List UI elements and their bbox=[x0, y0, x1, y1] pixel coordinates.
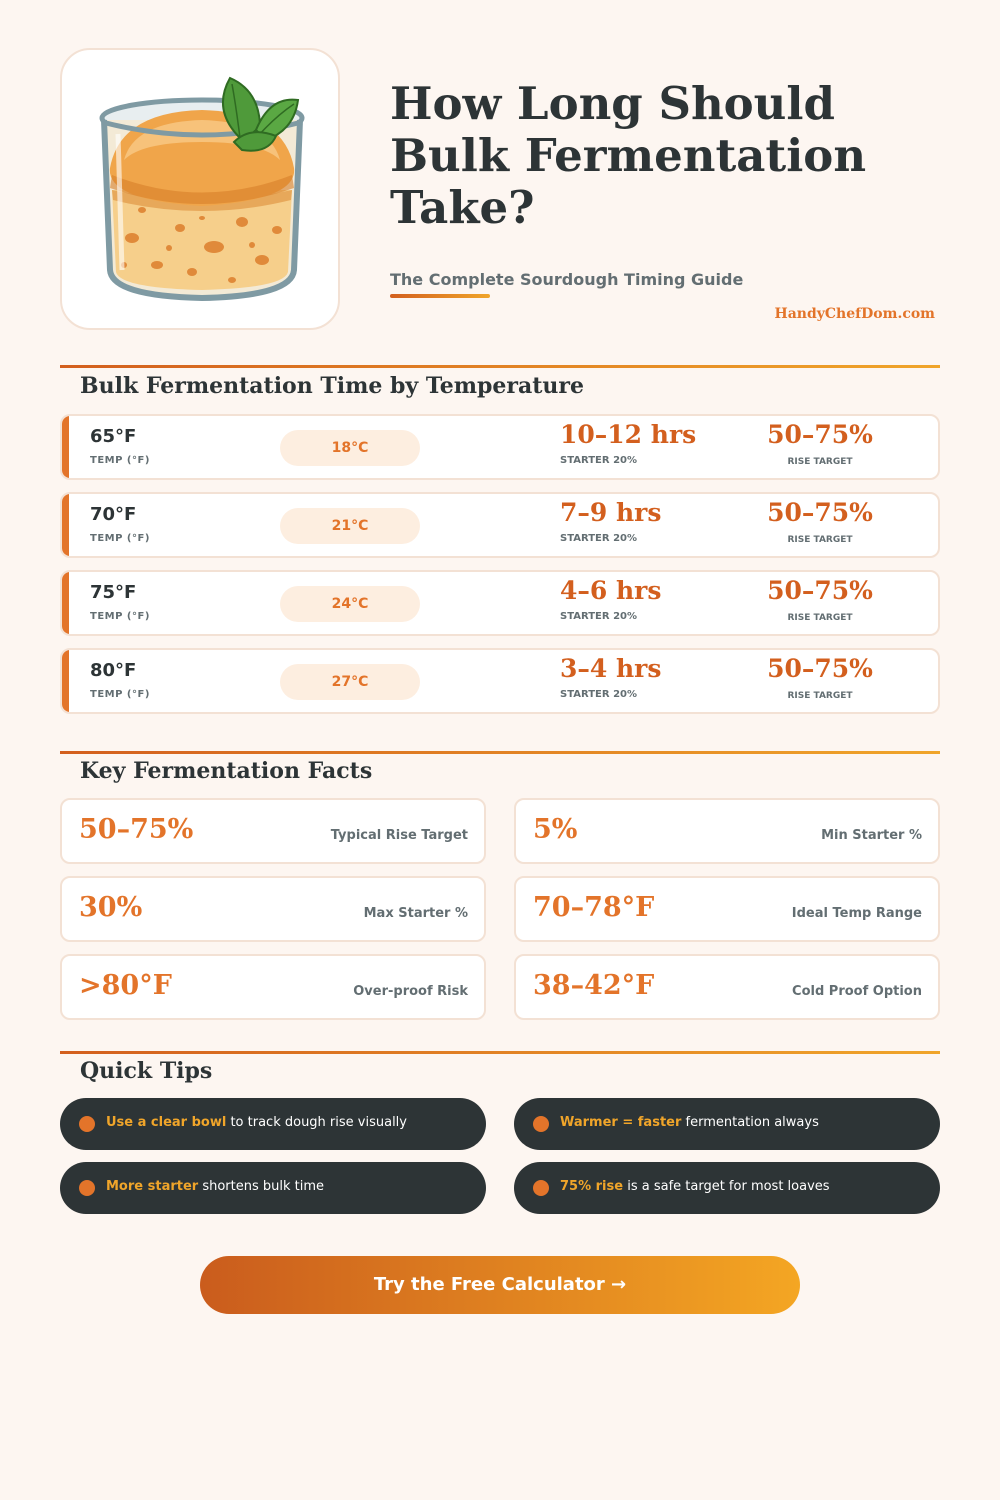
fermentation-time: 4–6 hrs bbox=[560, 576, 662, 605]
fermentation-time-label: STARTER 20% bbox=[560, 455, 638, 466]
subtitle-underline bbox=[390, 294, 490, 298]
fact-value: 70–78°F bbox=[533, 892, 655, 923]
sourdough-jar-with-basil-icon bbox=[62, 50, 342, 332]
rise-target: 50–75% bbox=[767, 420, 873, 449]
temperature-row bbox=[60, 570, 940, 636]
temp-celsius-badge: 18°C bbox=[280, 430, 420, 466]
temp-fahrenheit-label: TEMP (°F) bbox=[90, 689, 150, 700]
tip-body: is a safe target for most loaves bbox=[623, 1179, 830, 1194]
bullet-dot-icon bbox=[79, 1116, 95, 1132]
fact-value: 38–42°F bbox=[533, 970, 655, 1001]
tip-highlight: More starter bbox=[106, 1179, 199, 1194]
row-accent-bar bbox=[62, 494, 69, 556]
tip-text bbox=[560, 1115, 819, 1130]
row-accent-bar bbox=[62, 416, 69, 478]
fact-card bbox=[514, 876, 940, 942]
fermentation-time: 7–9 hrs bbox=[560, 498, 662, 527]
fermentation-time-label: STARTER 20% bbox=[560, 689, 638, 700]
temp-fahrenheit: 65°F bbox=[90, 426, 137, 447]
rise-target-label: RISE TARGET bbox=[787, 613, 853, 623]
tips-section-title: Quick Tips bbox=[80, 1058, 213, 1084]
tip-pill bbox=[514, 1098, 940, 1150]
page-title: How Long Should Bulk Fermentation Take? bbox=[390, 77, 867, 234]
fact-value: >80°F bbox=[79, 970, 172, 1001]
temperature-row bbox=[60, 414, 940, 480]
fact-label: Ideal Temp Range bbox=[791, 906, 922, 921]
temp-fahrenheit: 75°F bbox=[90, 582, 137, 603]
temp-celsius-badge: 24°C bbox=[280, 586, 420, 622]
tip-pill bbox=[514, 1162, 940, 1214]
tip-body: to track dough rise visually bbox=[226, 1115, 407, 1130]
row-accent-bar bbox=[62, 650, 69, 712]
temp-fahrenheit: 70°F bbox=[90, 504, 137, 525]
tip-pill bbox=[60, 1098, 486, 1150]
section-divider bbox=[60, 365, 940, 368]
page-subtitle: The Complete Sourdough Timing Guide bbox=[390, 270, 744, 289]
temperature-row bbox=[60, 492, 940, 558]
fact-label: Over-proof Risk bbox=[353, 984, 468, 999]
brand-name: HandyChefDom.com bbox=[774, 306, 935, 322]
fact-card bbox=[514, 954, 940, 1020]
facts-section-title: Key Fermentation Facts bbox=[80, 758, 373, 784]
section-divider bbox=[60, 1051, 940, 1054]
temp-celsius-badge: 21°C bbox=[280, 508, 420, 544]
bullet-dot-icon bbox=[533, 1116, 549, 1132]
section-divider bbox=[60, 751, 940, 754]
temp-celsius-badge: 27°C bbox=[280, 664, 420, 700]
temp-fahrenheit-label: TEMP (°F) bbox=[90, 533, 150, 544]
fermentation-time-label: STARTER 20% bbox=[560, 533, 638, 544]
fact-card bbox=[60, 798, 486, 864]
tip-text bbox=[560, 1179, 830, 1194]
fermentation-time: 3–4 hrs bbox=[560, 654, 662, 683]
fact-card bbox=[60, 876, 486, 942]
fact-label: Min Starter % bbox=[821, 828, 922, 843]
temperature-row bbox=[60, 648, 940, 714]
temp-fahrenheit-label: TEMP (°F) bbox=[90, 611, 150, 622]
fact-card bbox=[60, 954, 486, 1020]
tip-text bbox=[106, 1115, 407, 1130]
temp-fahrenheit: 80°F bbox=[90, 660, 137, 681]
tip-highlight: Warmer = faster bbox=[560, 1115, 682, 1130]
tip-body: fermentation always bbox=[681, 1115, 819, 1130]
bullet-dot-icon bbox=[533, 1180, 549, 1196]
fact-label: Typical Rise Target bbox=[330, 828, 468, 843]
hero-illustration-card bbox=[60, 48, 340, 330]
tip-text bbox=[106, 1179, 324, 1194]
fact-label: Cold Proof Option bbox=[792, 984, 922, 999]
rise-target: 50–75% bbox=[767, 576, 873, 605]
tip-pill bbox=[60, 1162, 486, 1214]
tip-highlight: Use a clear bowl bbox=[106, 1115, 227, 1130]
tip-highlight: 75% rise bbox=[560, 1179, 624, 1194]
fact-value: 30% bbox=[79, 892, 143, 923]
temp-fahrenheit-label: TEMP (°F) bbox=[90, 455, 150, 466]
free-calculator-button[interactable]: Try the Free Calculator → bbox=[200, 1256, 800, 1314]
fact-value: 50–75% bbox=[79, 814, 194, 845]
rise-target: 50–75% bbox=[767, 654, 873, 683]
row-accent-bar bbox=[62, 572, 69, 634]
fermentation-time: 10–12 hrs bbox=[560, 420, 697, 449]
fact-card bbox=[514, 798, 940, 864]
tip-body: shortens bulk time bbox=[198, 1179, 325, 1194]
fact-label: Max Starter % bbox=[363, 906, 468, 921]
fermentation-time-label: STARTER 20% bbox=[560, 611, 638, 622]
bullet-dot-icon bbox=[79, 1180, 95, 1196]
rise-target: 50–75% bbox=[767, 498, 873, 527]
fact-value: 5% bbox=[533, 814, 578, 845]
rise-target-label: RISE TARGET bbox=[787, 457, 853, 467]
temperature-section-title: Bulk Fermentation Time by Temperature bbox=[80, 373, 584, 399]
rise-target-label: RISE TARGET bbox=[787, 535, 853, 545]
rise-target-label: RISE TARGET bbox=[787, 691, 853, 701]
